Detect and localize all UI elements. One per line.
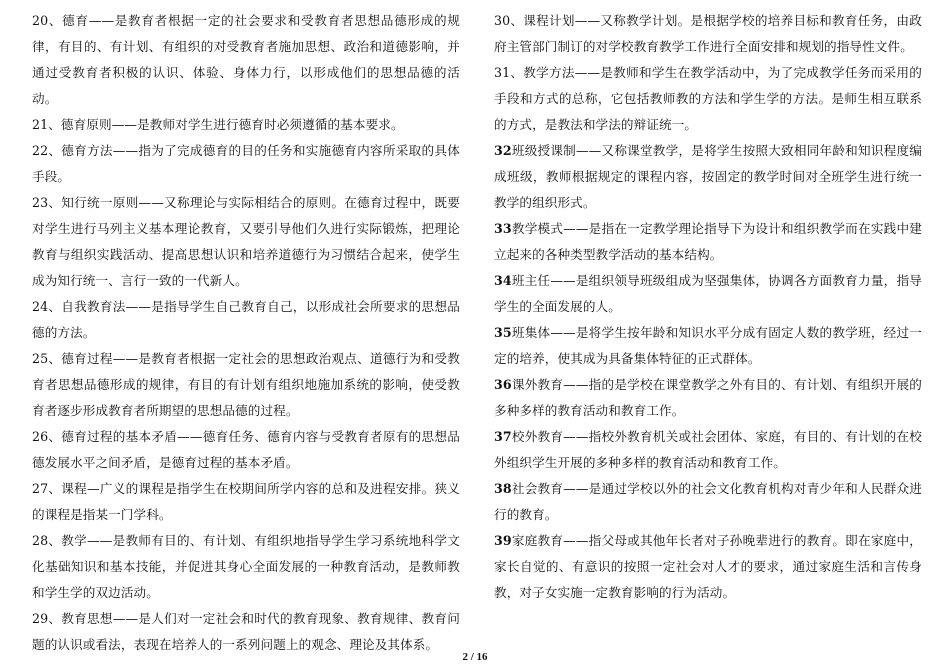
entry-number: 31、 [494, 65, 524, 80]
definition-entry [494, 216, 922, 268]
entry-number: 35 [494, 325, 512, 340]
entry-number: 26、 [32, 429, 62, 444]
entry-text: 德育——是教育者根据一定的社会要求和受教育者思想品德形成的规律，有目的、有计划、有组织的对受教育者施加思想、政治和道德影响，并通过受教育者积极的认识、体验、身体力行，以形成他们的思想品德的活动。 [32, 13, 461, 106]
entry-number: 25、 [32, 351, 62, 366]
entry-number: 27、 [32, 481, 62, 496]
entry-text: 德育过程的基本矛盾——德育任务、德育内容与受教育者原有的思想品德发展水平之间矛盾，是德育过程的基本矛盾。 [32, 429, 460, 470]
entry-number: 21、 [32, 117, 61, 132]
definition-entry [32, 294, 460, 346]
definition-entry [32, 112, 460, 138]
definition-entry [494, 268, 922, 320]
entry-text: 知行统一原则——又称理论与实际相结合的原则。在德育过程中，既要对学生进行马列主义基本理论教育，又要引导他们久进行实际锻炼，把理论教育与组织实践活动、提高思想认识和培养道德行为习惯结合起来，使学生成为知行统一、言行一致的一代新人。 [32, 195, 460, 288]
definition-entry [32, 476, 460, 528]
entry-number: 37 [494, 429, 512, 444]
entry-text: 教学——是教师有目的、有计划、有组织地指导学生学习系统地科学文化基础知识和基本技能，并促进其身心全面发展的一种教育活动，是教师教和学生学的双边活动。 [32, 533, 460, 600]
entry-text: 德育过程——是教育者根据一定社会的思想政治观点、道德行为和受教育者思想品德形成的规律，有目的有计划有组织地施加系统的影响，使受教育者逐步形成教育者所期望的思想品德的过程。 [32, 351, 460, 418]
definition-entry [32, 8, 460, 112]
definition-entry [494, 476, 922, 528]
entry-number: 29、 [32, 611, 62, 626]
entry-text: 社会教育——是通过学校以外的社会文化教育机构对青少年和人民群众进行的教育。 [494, 481, 922, 522]
entry-text: 课程计划——又称教学计划。是根据学校的培养目标和教育任务，由政府主管部门制订的对学校教育教学工作进行全面安排和规划的指导性文件。 [494, 13, 922, 54]
entry-number: 36 [494, 377, 512, 392]
entry-text: 教学模式——是指在一定教学理论指导下为设计和组织教学而在实践中建立起来的各种类型教学活动的基本结构。 [494, 221, 922, 262]
entry-number: 23、 [32, 195, 62, 210]
entry-text: 自我教育法——是指导学生自己教育自己，以形成社会所要求的思想品德的方法。 [32, 299, 460, 340]
entry-text: 德育原则——是教师对学生进行德育时必须遵循的基本要求。 [60, 117, 404, 132]
definition-entry [494, 372, 922, 424]
definition-entry [494, 60, 922, 138]
entry-text: 家庭教育——指父母或其他年长者对子孙晚辈进行的教育。即在家庭中，家长自觉的、有意识的按照一定社会对人才的要求，通过家庭生活和言传身教，对子女实施一定教育影响的行为活动。 [494, 533, 922, 600]
entry-text: 德育方法——指为了完成德育的目的任务和实施德育内容所采取的具体手段。 [32, 143, 460, 184]
definition-entry [32, 138, 460, 190]
entry-text: 校外教育——指校外教育机关或社会团体、家庭，有目的、有计划的在校外组织学生开展的多种多样的教育活动和教育工作。 [494, 429, 922, 470]
entry-number: 39 [494, 533, 512, 548]
entry-number: 24、 [32, 299, 62, 314]
entry-number: 28、 [32, 533, 62, 548]
definition-entry [32, 424, 460, 476]
entry-number: 22、 [32, 143, 62, 158]
entry-text: 教学方法——是教师和学生在教学活动中，为了完成教学任务而采用的手段和方式的总称，它包括教师教的方法和学生学的方法。是师生相互联系的方式，是教法和学法的辩证统一。 [494, 65, 922, 132]
entry-text: 班主任——是组织领导班级组成为坚强集体，协调各方面教育力量，指导学生的全面发展的人。 [494, 273, 922, 314]
entry-number: 34 [494, 273, 512, 288]
left-column [32, 8, 460, 658]
entry-text: 课程—广义的课程是指学生在校期间所学内容的总和及进程安排。狭义的课程是指某一门学科。 [32, 481, 461, 522]
definition-entry [32, 346, 460, 424]
definition-entry [494, 424, 922, 476]
current-page: 2 [462, 651, 468, 663]
page-separator: / [467, 651, 477, 663]
entry-text: 班级授课制——又称课堂教学，是将学生按照大致相同年龄和知识程度编成班级，教师根据规定的课程内容，按固定的教学时间对全班学生进行统一教学的组织形式。 [494, 143, 922, 210]
definition-entry [32, 190, 460, 294]
definition-entry [494, 138, 922, 216]
entry-number: 30、 [494, 13, 524, 28]
definition-entry [494, 8, 922, 60]
definition-entry [494, 320, 922, 372]
entry-number: 33 [494, 221, 512, 236]
definition-entry [494, 528, 922, 606]
right-column [494, 8, 922, 606]
entry-number: 20、 [32, 13, 63, 28]
definition-entry [32, 528, 460, 606]
entry-text: 教育思想——是人们对一定社会和时代的教育现象、教育规律、教育问题的认识或看法，表现在培养人的一系列问题上的观念、理论及其体系。 [32, 611, 460, 652]
entry-text: 班集体——是将学生按年龄和知识水平分成有固定人数的教学班，经过一定的培养，使其成为具备集体特征的正式群体。 [494, 325, 922, 366]
entry-number: 38 [494, 481, 512, 496]
entry-text: 课外教育——指的是学校在课堂教学之外有目的、有计划、有组织开展的多种多样的教育活动和教育工作。 [494, 377, 922, 418]
entry-number: 32 [494, 143, 512, 158]
page-number [0, 651, 950, 663]
total-pages: 16 [476, 651, 488, 663]
